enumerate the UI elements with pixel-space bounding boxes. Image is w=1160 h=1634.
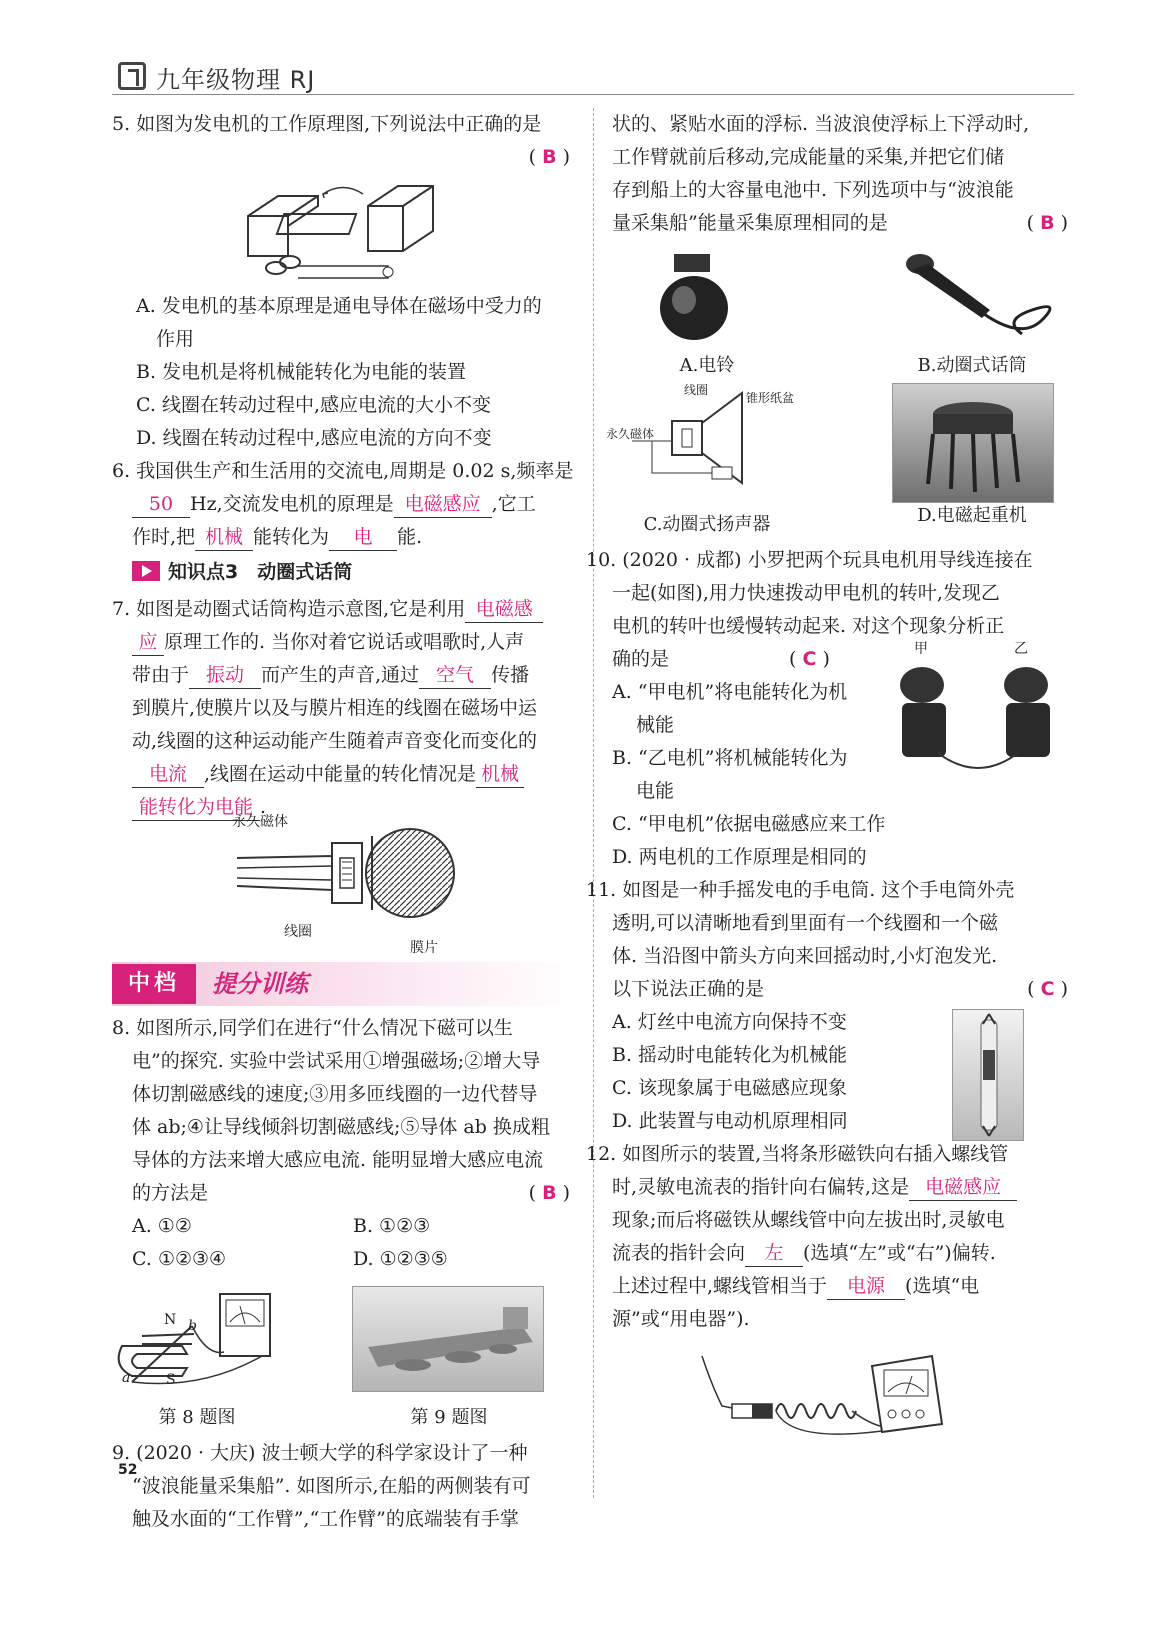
q8-line3: 体切割磁感线的速度;③用多匝线圈的一边代替导: [132, 1083, 538, 1105]
q10-line2: 一起(如图),用力快速拨动甲电机的转叶,发现乙: [612, 582, 1000, 604]
q7-blank-4: 电流: [132, 761, 204, 788]
q9-line3: 触及水面的“工作臂”,“工作臂”的底端装有手掌: [132, 1508, 519, 1530]
option-b-figure: [872, 250, 1072, 379]
q6-line3: 作时,把 机械 能转化为 电 能.: [112, 521, 574, 554]
q9-cont-line1: 状的、紧贴水面的浮标. 当波浪使浮标上下浮动时,: [612, 113, 1030, 135]
q5-answer-line: ( B ): [528, 146, 570, 168]
section-band: [112, 962, 574, 1006]
label-jia: 甲: [914, 641, 928, 657]
q8-options-row1: [112, 1210, 574, 1243]
q10-option-d: D. 两电机的工作原理是相同的: [612, 846, 867, 868]
q11-line1: 11. 如图是一种手摇发电的手电筒. 这个手电筒外壳: [586, 879, 1015, 901]
q8-answer: B: [542, 1182, 557, 1204]
figure-captions: [112, 1405, 574, 1431]
q8-line4: 体 ab;④让导线倾斜切割磁感线;⑤导体 ab 换成粗: [132, 1116, 550, 1138]
q5-option-d: D. 线圈在转动过程中,感应电流的方向不变: [136, 427, 492, 449]
q5-answer: B: [542, 146, 557, 168]
publisher-logo-icon: [118, 62, 146, 90]
page-number: 52: [118, 1462, 138, 1478]
caption-option-a: A.电铃: [679, 355, 735, 376]
electromagnetic-crane-image: [892, 383, 1054, 503]
option-c-figure: [606, 383, 802, 538]
q12-blank-2: 左: [745, 1240, 803, 1267]
q8-figure: [112, 1286, 282, 1401]
q8-q9-figures: [112, 1286, 574, 1401]
label-speaker-cone: 锥形纸盆: [746, 391, 795, 405]
caption-q8: 第 8 题图: [158, 1407, 236, 1428]
electric-bell-image: [612, 250, 802, 342]
label-diaphragm: 膜片: [410, 940, 438, 956]
right-column: [586, 108, 1072, 1466]
q10-option-c: C. “甲电机”依据电磁感应来工作: [612, 813, 886, 835]
q5-option-b: B. 发电机是将机械能转化为电能的装置: [136, 361, 467, 383]
q12-blank-3: 电源: [827, 1273, 905, 1300]
q10-body: [612, 643, 1072, 874]
solenoid-galvanometer-diagram: [692, 1346, 952, 1466]
q10-option-a-cont: 械能: [636, 714, 675, 736]
q11-option-c: C. 该现象属于电磁感应现象: [612, 1077, 847, 1099]
q7-blank-3: 空气: [419, 662, 491, 689]
q12-line1: 12. 如图所示的装置,当将条形磁铁向右插入螺线管: [586, 1143, 1009, 1165]
label-s: S: [166, 1372, 176, 1388]
q8-line2: 电”的探究. 实验中尝试采用①增强磁场;②增大导: [132, 1050, 541, 1072]
label-permanent-magnet: 永久磁体: [232, 814, 288, 830]
page-header: [112, 58, 1074, 95]
q9-line1: 9. (2020 · 大庆) 波士顿大学的科学家设计了一种: [112, 1442, 528, 1464]
q11-option-b: B. 摇动时电能转化为机械能: [612, 1044, 848, 1066]
q11-body: [612, 973, 1072, 1138]
q7-line7: 能转化为电能 .: [112, 791, 574, 824]
microphone-image: [872, 250, 1072, 342]
q8-line1: 8. 如图所示,同学们在进行“什么情况下磁可以生: [112, 1017, 513, 1039]
q6-blank-3: 机械: [195, 524, 253, 551]
q12-line4: 流表的指针会向 左 (选填“左”或“右”)偏转.: [612, 1237, 1072, 1270]
q10-option-a: A. “甲电机”将电能转化为机: [612, 681, 848, 703]
q9-answer: B: [1040, 212, 1055, 234]
q9-option-images-row1: [612, 250, 1072, 379]
q9-cont-line4: 量采集船”能量采集原理相同的是 ( B ): [612, 212, 1068, 234]
q11-line4: 以下说法正确的是 ( C ): [612, 978, 1068, 1000]
q7-line5: 动,线圈的这种运动能产生随着声音变化而变化的: [132, 730, 538, 752]
caption-option-d: D.电磁起重机: [917, 505, 1027, 526]
label-n: N: [164, 1312, 177, 1328]
q5-option-c: C. 线圈在转动过程中,感应电流的大小不变: [136, 394, 491, 416]
option-a-figure: [612, 250, 802, 379]
knowledge-point-3: 知识点3 动圈式话筒: [132, 556, 574, 589]
q12-line2: 时,灵敏电流表的指针向右偏转,这是 电磁感应: [612, 1171, 1072, 1204]
q11-option-d: D. 此装置与电动机原理相同: [612, 1110, 848, 1132]
q12-blank-1: 电磁感应: [909, 1174, 1017, 1201]
q9-line2: “波浪能量采集船”. 如图所示,在船的两侧装有可: [132, 1475, 531, 1497]
label-coil: 线圈: [284, 924, 312, 940]
q11-line3: 体. 当沿图中箭头方向来回摇动时,小灯泡发光.: [612, 945, 998, 967]
q12-line3: 现象;而后将磁铁从螺线管中向左拔出时,灵敏电: [612, 1209, 1005, 1231]
option-d-figure: [872, 383, 1072, 538]
q8-line6: 的方法是 ( B ): [132, 1182, 570, 1204]
q6-line2: 50 Hz,交流发电机的原理是 电磁感应 ,它工: [112, 488, 574, 521]
q10-option-b-cont: 电能: [636, 780, 675, 802]
label-speaker-magnet: 永久磁体: [606, 427, 655, 441]
left-column: [112, 108, 574, 1536]
q8-options-row2: [112, 1243, 574, 1276]
q6-line1: 6. 我国供生产和生活用的交流电,周期是 0.02 s,频率是: [112, 460, 574, 482]
microphone-diagram: [232, 814, 462, 956]
q11-answer: C: [1040, 978, 1055, 1000]
q7-line6: 电流 ,线圈在运动中能量的转化情况是 机械: [112, 758, 574, 791]
label-b: b: [188, 1318, 197, 1334]
caption-option-c: C.动圈式扬声器: [643, 514, 771, 535]
band-level: 中档: [112, 964, 196, 1004]
q12-line5: 上述过程中,螺线管相当于 电源 (选填“电: [612, 1270, 1072, 1303]
q6-blank-4: 电: [329, 524, 397, 551]
q10-answer: C: [802, 648, 817, 670]
q6-blank-1: 50: [132, 491, 190, 518]
q8-option-b: B. ①②③: [353, 1215, 431, 1237]
q7-line3: 带由于 振动 而产生的声音,通过 空气 传播: [112, 659, 574, 692]
q8-option-a: A. ①②: [132, 1215, 192, 1237]
label-speaker-coil: 线圈: [684, 383, 709, 397]
header-title: 九年级物理 RJ: [156, 66, 316, 94]
caption-option-b: B.动圈式话筒: [917, 355, 1027, 376]
q7-line1: 7. 如图是动圈式话筒构造示意图,它是利用 电磁感: [112, 593, 574, 626]
q5-option-a: A. 发电机的基本原理是通电导体在磁场中受力的: [136, 295, 542, 317]
q9-option-images-row2: [606, 383, 1072, 538]
q10-option-b: B. “乙电机”将机械能转化为: [612, 747, 848, 769]
play-triangle-icon: [132, 561, 160, 581]
q9-cont-line2: 工作臂就前后移动,完成能量的采集,并把它们储: [612, 146, 1005, 168]
q10-line3: 电机的转叶也缓慢转动起来. 对这个现象分析正: [612, 615, 1005, 637]
q11-line2: 透明,可以清晰地看到里面有一个线圈和一个磁: [612, 912, 999, 934]
q9-cont-line3: 存到船上的大容量电池中. 下列选项中与“波浪能: [612, 179, 1014, 201]
q7-blank-1b: 应: [132, 629, 164, 656]
column-divider: [593, 108, 594, 1498]
q8-option-c: C. ①②③④: [132, 1248, 227, 1270]
q7-blank-2: 振动: [189, 662, 261, 689]
q8-option-d: D. ①②③⑤: [353, 1248, 448, 1270]
generator-diagram: [238, 176, 438, 286]
wave-energy-boat-image: [352, 1286, 544, 1392]
q11-option-a: A. 灯丝中电流方向保持不变: [612, 1011, 847, 1033]
q7-line2: 应 原理工作的. 当你对着它说话或唱歌时,人声: [112, 626, 574, 659]
q10-line1: 10. (2020 · 成都) 小罗把两个玩具电机用导线连接在: [586, 549, 1033, 571]
q8-line5: 导体的方法来增大感应电流. 能明显增大感应电流: [132, 1149, 544, 1171]
caption-q9: 第 9 题图: [410, 1407, 488, 1428]
q6-blank-2: 电磁感应: [394, 491, 492, 518]
q7-blank-5a: 机械: [476, 761, 524, 788]
q7-blank-5b: 能转化为电能: [132, 794, 260, 821]
q7-line4: 到膜片,使膜片以及与膜片相连的线圈在磁场中运: [132, 697, 538, 719]
q5-option-a-cont: 作用: [156, 328, 195, 350]
q10-line4: 确的是 ( C ): [612, 648, 830, 670]
label-yi: 乙: [1014, 641, 1028, 657]
q12-line6: 源”或“用电器”).: [612, 1308, 750, 1330]
q7-blank-1a: 电磁感: [465, 596, 543, 623]
label-a: a: [122, 1370, 131, 1386]
band-name: 提分训练: [212, 970, 308, 998]
q5-stem: 5. 如图为发电机的工作原理图,下列说法中正确的是: [112, 113, 542, 135]
